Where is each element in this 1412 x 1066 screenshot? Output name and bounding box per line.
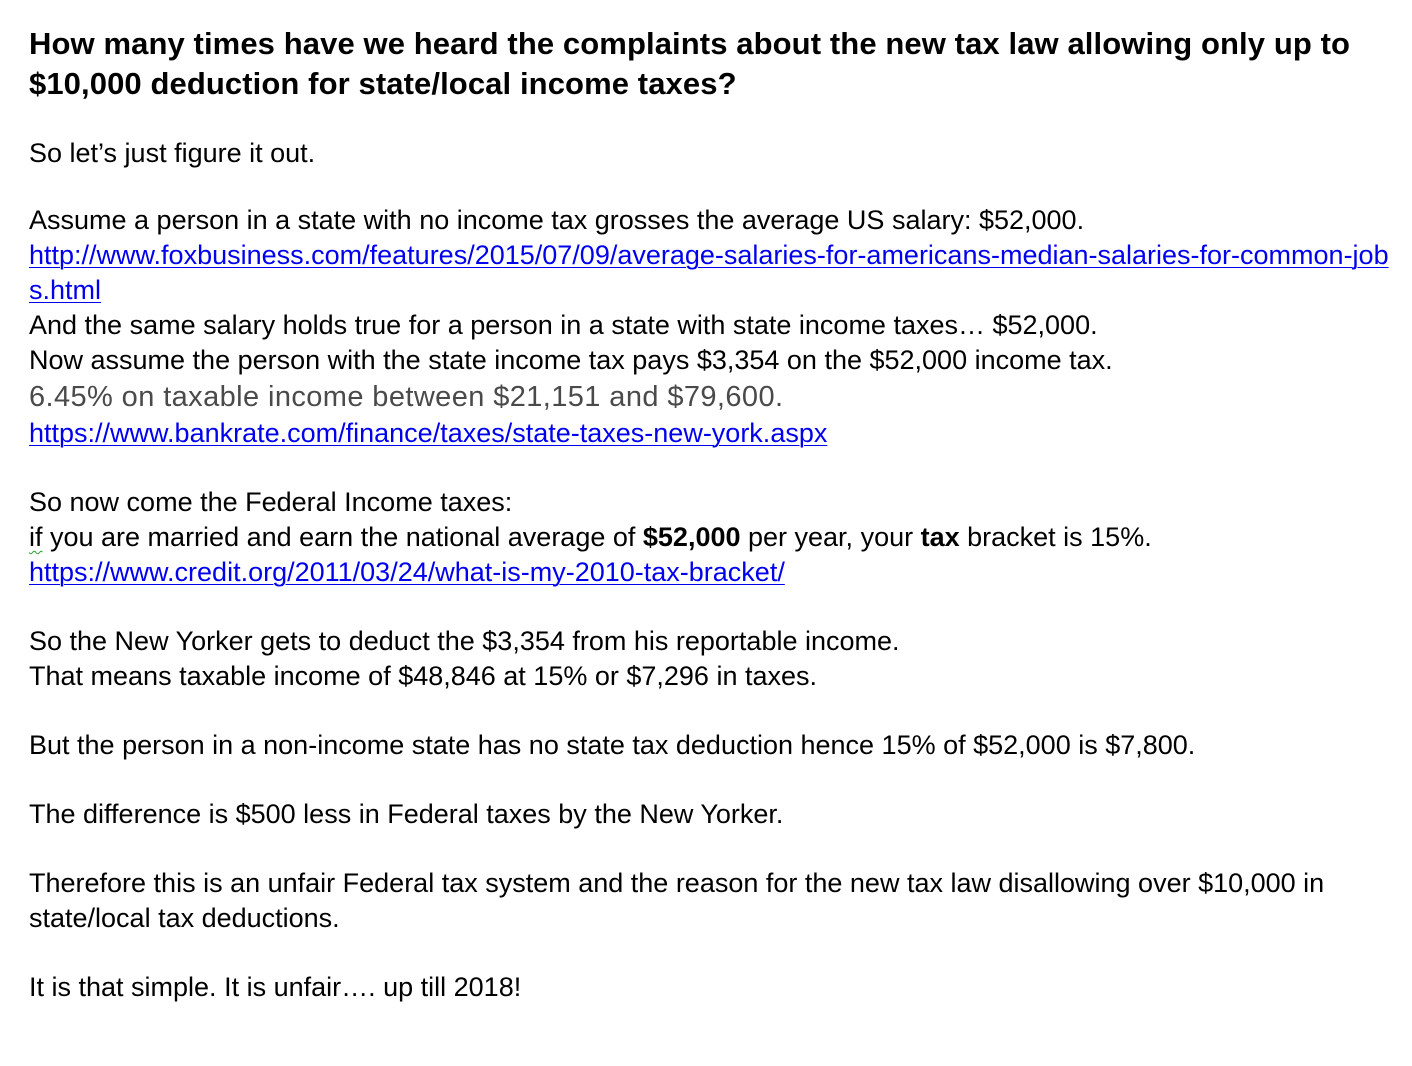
paragraph-intro: So let’s just figure it out.: [29, 138, 316, 168]
link-credit[interactable]: https://www.credit.org/2011/03/24/what-is-my-2010-tax-bracket/: [29, 557, 785, 587]
bold-amount: $52,000: [642, 522, 741, 552]
paragraph-married: if you are married and earn the national average of $52,000 per year, your tax bracket is 15%.: [29, 522, 1152, 552]
link-bankrate[interactable]: https://www.bankrate.com/finance/taxes/state-taxes-new-york.aspx: [29, 418, 828, 448]
paragraph-state-tax-pays: Now assume the person with the state income tax pays $3,354 on the $52,000 income tax.: [29, 345, 1113, 375]
spacer: [29, 694, 1399, 728]
paragraph-tax-rate: 6.45% on taxable income between $21,151 and $79,600.: [29, 381, 784, 413]
spacer: [29, 590, 1399, 624]
paragraph-deduct: So the New Yorker gets to deduct the $3,354 from his reportable income.: [29, 626, 900, 656]
document-body: [29, 24, 1399, 1005]
spacer: [29, 832, 1399, 866]
paragraph-taxable: That means taxable income of $48,846 at 15% or $7,296 in taxes.: [29, 661, 817, 691]
spacer: [29, 104, 1399, 136]
spellcheck-word[interactable]: if: [29, 522, 43, 552]
paragraph-same-salary: And the same salary holds true for a person in a state with state income taxes… $52,000.: [29, 310, 1098, 340]
spacer: [29, 763, 1399, 797]
paragraph-difference: The difference is $500 less in Federal taxes by the New Yorker.: [29, 799, 784, 829]
bold-tax: tax: [920, 522, 960, 552]
paragraph-simple: It is that simple. It is unfair…. up till 2018!: [29, 972, 522, 1002]
spacer: [29, 936, 1399, 970]
spacer: [29, 451, 1399, 485]
paragraph-non-income: But the person in a non-income state has no state tax deduction hence 15% of $52,000 is $7,800.: [29, 730, 1196, 760]
spacer: [29, 171, 1399, 203]
document-title: How many times have we heard the complaints about the new tax law allowing only up to $10,000 deduction for state/local income taxes?: [29, 26, 1351, 101]
paragraph-assume: Assume a person in a state with no income tax grosses the average US salary: $52,000.: [29, 205, 1085, 235]
paragraph-therefore: Therefore this is an unfair Federal tax system and the reason for the new tax law disallowing over $10,000 in state/local tax deductions.: [29, 868, 1325, 933]
link-foxbusiness[interactable]: http://www.foxbusiness.com/features/2015/07/09/average-salaries-for-americans-median-salaries-for-common-jobs.html: [29, 240, 1389, 305]
paragraph-federal: So now come the Federal Income taxes:: [29, 487, 513, 517]
